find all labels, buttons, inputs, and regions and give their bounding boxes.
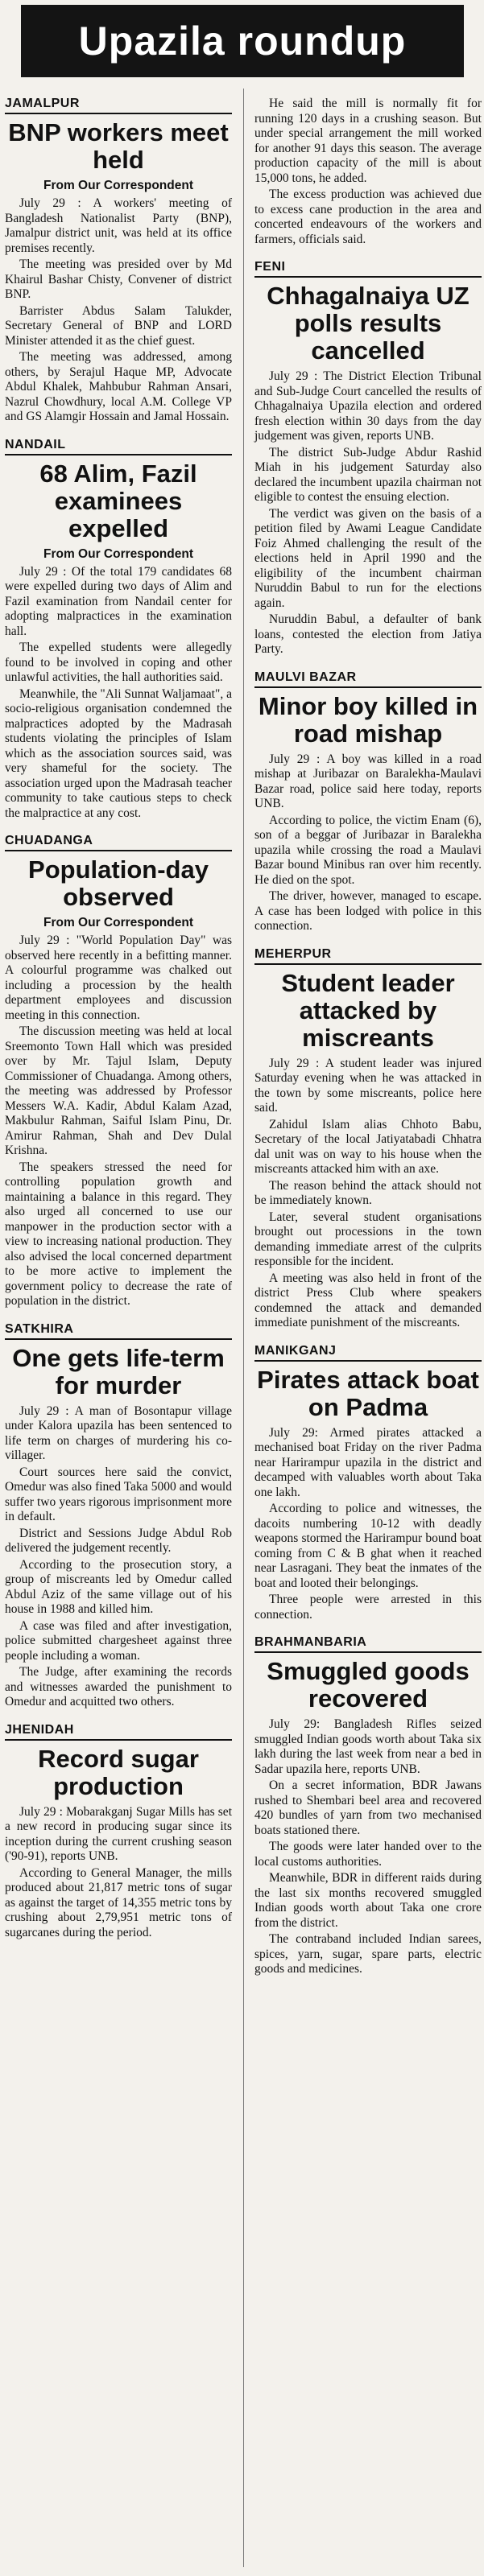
story-paragraph: The reason behind the attack should not be immediately known. xyxy=(254,1178,482,1207)
story-dateline: JHENIDAH xyxy=(5,1723,232,1741)
story-paragraph: July 29 : A man of Bosontapur village under Kalora upazila has been sentenced to life term on charges of murdering his co-villager. xyxy=(5,1403,232,1462)
story-paragraph: Meanwhile, the "Ali Sunnat Waljamaat", a socio-religious organisation condemned the malpractices adopted by the Madrasah students violating the principles of Islam which as the association sources said, was very shameful for the society. The association urged upon the Madrasah teacher community to take cautious steps to check the malpractice at any cost. xyxy=(5,686,232,820)
story-paragraph: July 29 : The District Election Tribunal and Sub-Judge Court cancelled the results of Chhagalnaiya Upazila election and ordered fresh election within 30 days from the day judgement was given, reports UNB. xyxy=(254,369,482,443)
news-story xyxy=(5,438,232,822)
news-story xyxy=(5,834,232,1309)
story-paragraph: Nuruddin Babul, a defaulter of bank loans, contested the election from Jatiya Party. xyxy=(254,612,482,656)
story-headline: BNP workers meet held xyxy=(8,118,229,174)
story-paragraph: Three people were arrested in this connection. xyxy=(254,1593,482,1622)
section-banner xyxy=(21,5,464,77)
story-paragraph: District and Sessions Judge Abdul Rob delivered the judgement recently. xyxy=(5,1526,232,1555)
story-paragraph: According to General Manager, the mills produced about 21,817 metric tons of sugar as against the target of 14,355 metric tons by crushing about 2,79,951 metric tons of sugarcanes during the period. xyxy=(5,1865,232,1939)
news-story xyxy=(254,97,482,247)
story-paragraph: According to police and witnesses, the dacoits numbering 10-12 with deadly weapons stormed the Harirampur bound boat coming from C & B ghat when it reached near Lasragani. They beat the inmates of the boat and looted their belongings. xyxy=(254,1502,482,1590)
column-divider xyxy=(243,89,244,2567)
news-story xyxy=(254,260,482,657)
story-paragraph: The discussion meeting was held at local Sreemonto Town Hall which was presided over by Mr. Tajul Islam, Deputy Commissioner of Chuadanga. Among others, the meeting was addressed by Professor Messers W.A. Kadir, Abdul Kalam Azad, Makbulur Rahman, Saiful Islam Pinu, Dr. Amirur Rahman, Shah and Dev Dulal Krishna. xyxy=(5,1024,232,1157)
story-dateline: NANDAIL xyxy=(5,438,232,455)
story-paragraph: He said the mill is normally fit for running 120 days in a crushing season. But under special arrangement the mill worked for another 91 days this season. The average production capacity of the mill is about 15,000 tons, he added. xyxy=(254,97,482,185)
news-story xyxy=(5,97,232,425)
story-paragraph: On a secret information, BDR Jawans rushed to Shembari beel area and recovered 420 bundles of yarn from two mechanised boats stationed there. xyxy=(254,1778,482,1837)
story-dateline: FENI xyxy=(254,260,482,278)
story-paragraph: The district Sub-Judge Abdur Rashid Miah in his judgement Saturday also declared the incumbent upazila chairman not eligible to contest the ensuing election. xyxy=(254,445,482,504)
story-paragraph: The driver, however, managed to escape. A case has been lodged with police in this connection. xyxy=(254,889,482,933)
story-paragraph: The excess production was achieved due to excess cane production in the area and concerted endeavours of the workers and farmers, officials said. xyxy=(254,188,482,246)
page-title: Upazila roundup xyxy=(78,19,407,64)
story-paragraph: July 29 : A student leader was injured Saturday evening when he was attacked in the town by some miscreants, police here said. xyxy=(254,1056,482,1115)
news-story xyxy=(254,1344,482,1623)
story-headline: 68 Alim, Fazil examinees expelled xyxy=(39,459,197,542)
story-paragraph: July 29 : "World Population Day" was observed here recently in a befitting manner. A colourful programme was chalked out including a procession by the health department employees and discussion meeting in this connection. xyxy=(5,934,232,1022)
story-paragraph: Meanwhile, BDR in different raids during the last six months recovered smuggled Indian goods worth about Taka one crore from the district. xyxy=(254,1871,482,1930)
story-paragraph: July 29: Armed pirates attacked a mechanised boat Friday on the river Padma near Harirampur upazila in the district and decamped with valuables worth about Taka one lakh. xyxy=(254,1425,482,1499)
story-paragraph: A meeting was also held in front of the district Press Club where speakers condemned the attack and demanded immediate punishment of the miscreants. xyxy=(254,1271,482,1329)
story-paragraph: The meeting was presided over by Md Khairul Bashar Chisty, Convener of district BNP. xyxy=(5,258,232,301)
story-paragraph: The expelled students were allegedly found to be involved in coping and other unlawful activities, the hall authorities said. xyxy=(5,641,232,684)
story-paragraph: According to police, the victim Enam (6), son of a beggar of Juribazar in Baralekha upazila while crossing the road a Maulavi Bazar bound Minibus ran over him recently. He died on the spot. xyxy=(254,813,482,887)
story-byline: From Our Correspondent xyxy=(43,546,193,561)
story-dateline: JAMALPUR xyxy=(5,97,232,114)
story-headline: Pirates attack boat on Padma xyxy=(257,1365,479,1421)
left-column xyxy=(5,97,232,1953)
story-paragraph: According to the prosecution story, a group of miscreants led by Omedur called Abdul Aziz of the same village out of his house in 1988 and killed him. xyxy=(5,1557,232,1616)
news-story xyxy=(254,947,482,1331)
story-paragraph: July 29 : Of the total 179 candidates 68 were expelled during two days of Alim and Fazil examination from Nandail center for adopting malpractices in the examination hall. xyxy=(5,564,232,638)
story-headline: Population-day observed xyxy=(28,855,209,911)
story-headline: Minor boy killed in road mishap xyxy=(258,691,478,748)
story-paragraph: Barrister Abdus Salam Talukder, Secretary General of BNP and LORD Minister attended it as the chief guest. xyxy=(5,303,232,348)
story-dateline: MANIKGANJ xyxy=(254,1344,482,1362)
story-paragraph: The speakers stressed the need for controlling population growth and maintaining a balance in this regard. They also urged all concerned to use our manpower in the production sector with a view to increasing national production. They also advised the local concerned department to be more active to implement the government policy to decrease the rate of population in the district. xyxy=(5,1160,232,1308)
story-byline: From Our Correspondent xyxy=(43,179,193,192)
story-dateline: MEHERPUR xyxy=(254,947,482,965)
story-paragraph: The verdict was given on the basis of a petition filed by Awami League Candidate Foiz Ahmed challenging the result of the elections held in April 1990 and the eligibility of the incumbent chairman Nuruddin Babul to run for the elections again. xyxy=(254,506,482,610)
story-dateline: SATKHIRA xyxy=(5,1322,232,1340)
story-dateline: CHUADANGA xyxy=(5,834,232,851)
story-byline: From Our Correspondent xyxy=(43,916,193,929)
story-paragraph: Later, several student organisations brought out processions in the town demanding immediate arrest of the culprits responsible for the incident. xyxy=(254,1210,482,1268)
right-column xyxy=(254,97,482,1990)
story-paragraph: July 29: Bangladesh Rifles seized smuggled Indian goods worth about Taka six lakh during the last week from near a bed in Sadar upazila here, reports UNB. xyxy=(254,1717,482,1776)
story-paragraph: A case was filed and after investigation, police submitted chargesheet against three people including a woman. xyxy=(5,1618,232,1663)
story-paragraph: Zahidul Islam alias Chhoto Babu, Secretary of the local Jatiyatabadi Chhatra dal unit was on way to his house when the miscreants attacked him with an axe. xyxy=(254,1117,482,1176)
news-story xyxy=(254,1635,482,1977)
story-paragraph: July 29 : A boy was killed in a road mishap at Juribazar on Baralekha-Maulavi Bazar road, police said here today, reports UNB. xyxy=(254,752,482,810)
news-story xyxy=(5,1322,232,1710)
story-paragraph: The contraband included Indian sarees, spices, yarn, sugar, spare parts, electric goods and medicines. xyxy=(254,1932,482,1976)
story-paragraph: The Judge, after examining the records and witnesses awarded the punishment to Omedur and acquitted two others. xyxy=(5,1665,232,1708)
story-paragraph: The goods were later handed over to the local customs authorities. xyxy=(254,1840,482,1869)
story-dateline: BRAHMANBARIA xyxy=(254,1635,482,1653)
story-paragraph: Court sources here said the convict, Omedur was also fined Taka 5000 and would suffer two years rigorous imprisonment more in default. xyxy=(5,1465,232,1523)
story-paragraph: July 29 : A workers' meeting of Bangladesh Nationalist Party (BNP), Jamalpur district unit, was held at its office premises recently. xyxy=(5,196,232,255)
news-story xyxy=(254,670,482,934)
story-headline: Smuggled goods recovered xyxy=(267,1657,470,1713)
story-paragraph: July 29 : Mobarakganj Sugar Mills has set a new record in producing sugar since its inception during the current crushing season ('90-91), reports UNB. xyxy=(5,1804,232,1863)
story-headline: Record sugar production xyxy=(38,1744,199,1800)
story-headline: Student leader attacked by miscreants xyxy=(281,968,455,1052)
news-story xyxy=(5,1723,232,1941)
story-headline: One gets life-term for murder xyxy=(12,1343,225,1399)
story-headline: Chhagalnaiya UZ polls results cancelled xyxy=(267,282,470,365)
story-dateline: MAULVI BAZAR xyxy=(254,670,482,688)
story-paragraph: The meeting was addressed, among others, by Serajul Haque MP, Advocate Abdul Khalek, Mahbubur Rahman Ansari, Nazrul Chowdhury, local A.M. College VP and GS Alamgir Hossain and Jamal Hossain. xyxy=(5,350,232,423)
